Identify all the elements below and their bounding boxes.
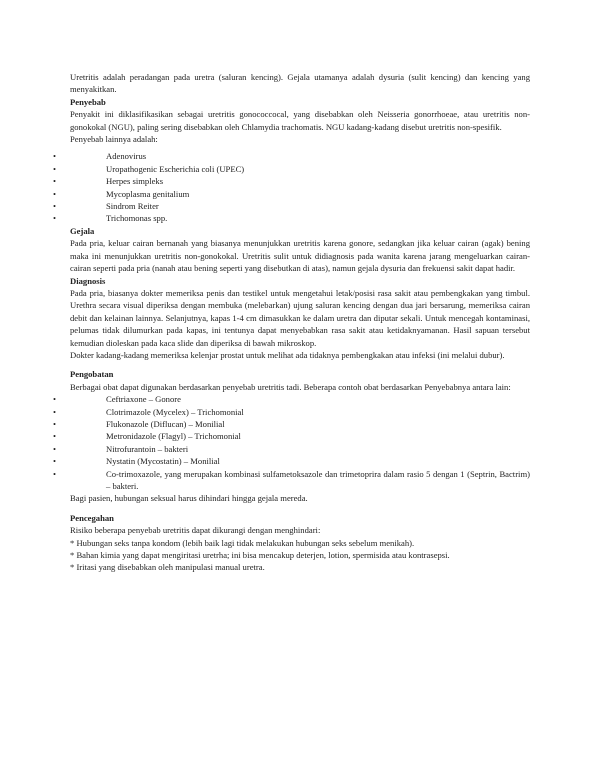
pengobatan-paragraph: Berbagai obat dapat digunakan berdasarkan penyebab uretritis tadi. Beberapa contoh obat berdasarkan Penyebabnya antara lain: [70,381,511,392]
list-item: * Iritasi yang disebabkan oleh manipulasi manual uretra. [70,562,265,573]
diagnosis-heading: Diagnosis [70,275,106,286]
list-item: • Clotrimazole (Mycelex) – Trichomonial [53,406,244,417]
pengobatan-heading: Pengobatan [70,369,114,380]
penyebab-lead: Penyebab lainnya adalah: [70,134,158,145]
list-item: • Co-trimoxazole, yang merupakan kombinasi sulfametoksazole dan trimetoprira dalam rasio 5 dengan 1 (Septrin, Bactrim) – bakteri. [53,468,530,491]
list-item: • Herpes simpleks [53,176,164,187]
list-item: • Nitrofurantoin – bakteri [53,443,189,454]
list-item: • Sindrom Reiter [53,201,159,212]
list-item: • Mycoplasma genitalium [53,188,190,199]
gejala-heading: Gejala [70,225,95,236]
list-item: • Adenovirus [53,151,147,162]
penyebab-paragraph: Penyakit ini diklasifikasikan sebagai uretritis gonococcocal, yang disebabkan oleh Neisseria gonorrhoeae, atau uretritis non-gonokokal (NGU), paling sering disebabkan oleh Chlamydia trachomatis. NGU kadang-kadang disebut uretritis non-spesifik. [70,109,530,132]
pencegahan-heading: Pencegahan [70,512,114,523]
list-item: • Uropathogenic Escherichia coli (UPEC) [53,163,245,174]
gejala-paragraph: Pada pria, keluar cairan bernanah yang biasanya menunjukkan uretritis karena gonore, sedangkan jika keluar cairan (agak) bening maka ini menunjukkan uretritis non-gonokokal. Uretritis sulit untuk didiagnosis pada wanita karena jarang mengeluarkan cairan-cairan seperti pada pria (nanah atau bening seperti yang disebutkan di atas), namun gejala dysuria dan frekuensi sakit dapat hadir. [70,238,530,274]
intro-paragraph: Uretritis adalah peradangan pada uretra (saluran kencing). Gejala utamanya adalah dysuria (sulit kencing) dan kencing yang menyakitkan. [70,72,530,95]
penyebab-list [53,150,530,224]
penyebab-heading: Penyebab [70,96,106,107]
list-item: • Trichomonas spp. [53,213,168,224]
pengobatan-closing: Bagi pasien, hubungan seksual harus dihindari hingga gejala mereda. [70,493,308,504]
pengobatan-list [53,393,530,492]
pencegahan-paragraph: Risiko beberapa penyebab uretritis dapat dikurangi dengan menghindari: [70,525,321,536]
pencegahan-list [70,537,530,574]
list-item: • Flukonazole (Diflucan) – Monilial [53,418,225,429]
list-item: • Metronidazole (Flagyl) – Trichomonial [53,431,241,442]
list-item: • Nystatin (Mycostatin) – Monilial [53,456,220,467]
diagnosis-paragraph-2: Dokter kadang-kadang memeriksa kelenjar prostat untuk melihat ada tidaknya pembengkakan atau infeksi (ini melalui dubur). [70,349,505,360]
list-item: * Bahan kimia yang dapat mengiritasi uretrha; ini bisa mencakup deterjen, lotion, spermisida atau kontrasepsi. [70,550,450,561]
list-item: * Hubungan seks tanpa kondom (lebih baik lagi tidak melakukan hubungan seks sebelum menikah). [70,537,415,548]
list-item: • Ceftriaxone – Gonore [53,394,181,405]
diagnosis-paragraph: Pada pria, biasanya dokter memeriksa penis dan testikel untuk mengetahui letak/posisi rasa sakit atau pembengkakan yang timbul. Urethra secara visual diperiksa dengan membuka (melebarkan) ujung saluran kencing dengan dua jari bersarung, memeriksa cairan debit dan kelainan lainnya. Selanjutnya, kapas 1-4 cm dimasukkan ke dalam uretra dan diputar sekali. Untuk mencegah kontaminasi, pelumas tidak dilumurkan pada kapas, ini tentunya dapat menyebabkan rasa sakit atau ketidaknyamanan. Hasil sapuan tersebut kemudian dioleskan pada kaca slide dan diperiksa di bawah mikroskop. [70,287,530,348]
document-page [53,71,530,574]
